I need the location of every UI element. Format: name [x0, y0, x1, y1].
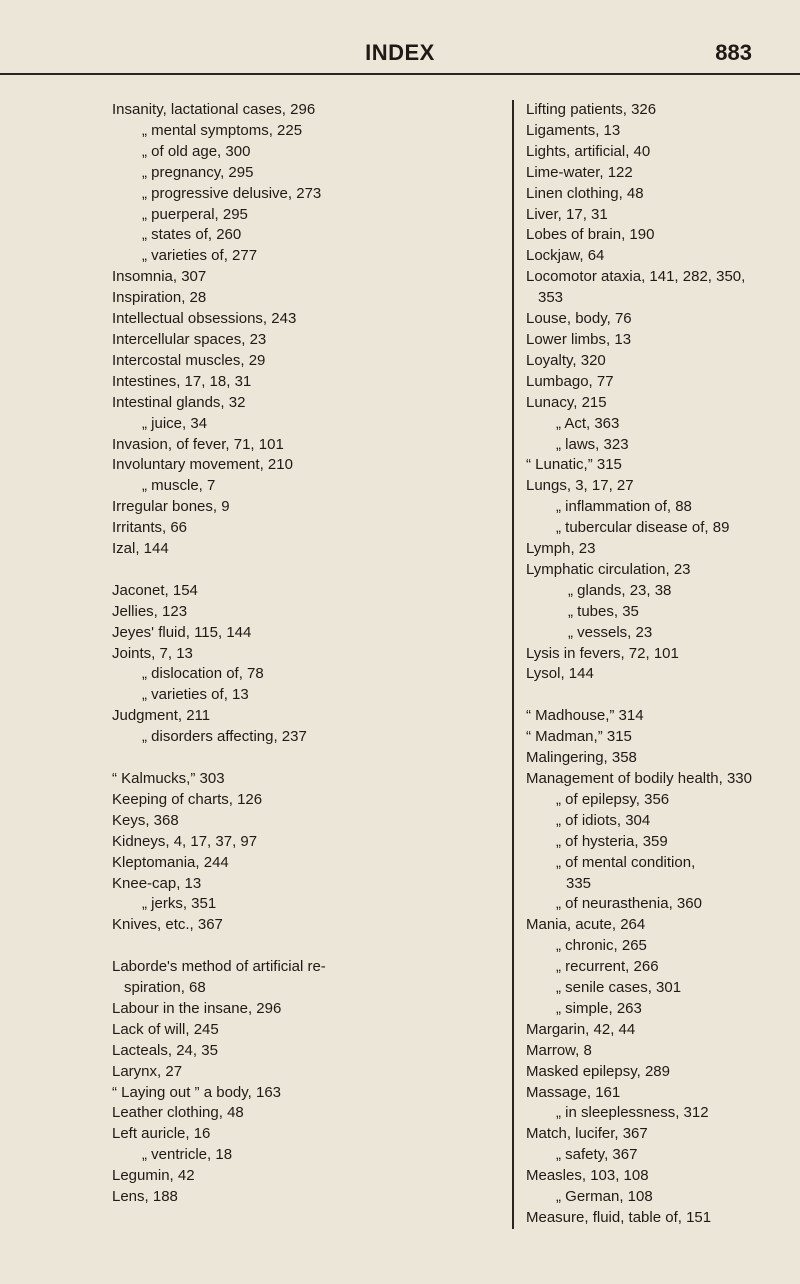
index-entry: Inspiration, 28	[112, 289, 207, 307]
index-letter-group	[112, 581, 490, 748]
index-entry: Intercellular spaces, 23	[112, 330, 267, 348]
index-entry: Knee-cap, 13	[112, 874, 202, 892]
index-entry: Lymphatic circulation, 23	[526, 560, 691, 578]
page-header	[0, 40, 800, 70]
index-subentry: „ varieties of, 277	[142, 247, 258, 265]
index-subentry: „ German, 108	[556, 1188, 653, 1206]
index-subentry: „ inflammation of, 88	[556, 498, 692, 516]
index-column-left	[112, 100, 490, 1208]
index-subentry: „ tubercular disease of, 89	[556, 519, 730, 537]
index-entry: Lysol, 144	[526, 665, 594, 683]
index-subentry: „ safety, 367	[556, 1146, 638, 1164]
index-entry: Invasion, of fever, 71, 101	[112, 435, 284, 453]
index-entry: Judgment, 211	[112, 707, 211, 725]
index-entry: Irregular bones, 9	[112, 498, 230, 516]
index-entry: Leather clothing, 48	[112, 1104, 244, 1122]
index-entry: Management of bodily health, 330	[526, 769, 752, 787]
index-entry: Masked epilepsy, 289	[526, 1062, 670, 1080]
index-entry: Malingering, 358	[526, 749, 637, 767]
index-entry: Involuntary movement, 210	[112, 456, 293, 474]
index-entry: Knives, etc., 367	[112, 916, 223, 934]
index-subentry: „ jerks, 351	[142, 895, 217, 913]
index-letter-group	[112, 769, 490, 936]
index-subentry: „ progressive delusive, 273	[142, 184, 322, 202]
index-letter-group	[526, 706, 788, 1229]
index-entry: Measure, fluid, table of, 151	[526, 1209, 712, 1227]
index-entry: Lime-water, 122	[526, 163, 633, 181]
index-entry: Loyalty, 320	[526, 351, 606, 369]
index-subentry: „ of idiots, 304	[556, 811, 651, 829]
index-entry: Jeyes' fluid, 115, 144	[112, 623, 252, 641]
index-entry: Keeping of charts, 126	[112, 790, 263, 808]
index-entry: Left auricle, 16	[112, 1125, 211, 1143]
index-subentry: „ of old age, 300	[142, 142, 251, 160]
index-entry: Lockjaw, 64	[526, 247, 605, 265]
index-entry-continuation: 335	[566, 874, 592, 892]
index-entry-continuation: 353	[538, 289, 564, 307]
index-entry: Laborde's method of artificial re-	[112, 958, 326, 976]
index-entry: Kleptomania, 244	[112, 853, 229, 871]
index-subentry: „ puerperal, 295	[142, 205, 248, 223]
page-number: 883	[715, 40, 752, 65]
index-entry: Liver, 17, 31	[526, 205, 608, 223]
index-entry: Kidneys, 4, 17, 37, 97	[112, 832, 258, 850]
index-subentry: „ tubes, 35	[568, 602, 639, 620]
index-column-right	[512, 100, 788, 1229]
header-title: INDEX	[365, 40, 435, 65]
index-entry: “ Lunatic,” 315	[526, 456, 622, 474]
index-entry: “ Madhouse,” 314	[526, 707, 644, 725]
index-entry: Marrow, 8	[526, 1041, 592, 1059]
index-entry: “ Madman,” 315	[526, 728, 632, 746]
index-entry: “ Kalmucks,” 303	[112, 769, 225, 787]
index-subentry: „ pregnancy, 295	[142, 163, 254, 181]
index-entry: Lysis in fevers, 72, 101	[526, 644, 679, 662]
index-subentry: „ simple, 263	[556, 999, 642, 1017]
index-entry: Lymph, 23	[526, 540, 596, 558]
index-entry: “ Laying out ” a body, 163	[112, 1083, 281, 1101]
index-entry: Lifting patients, 326	[526, 101, 657, 118]
index-entry: Lower limbs, 13	[526, 330, 632, 348]
index-entry: Lens, 188	[112, 1188, 178, 1206]
index-subentry: „ juice, 34	[142, 414, 208, 432]
index-subentry: „ senile cases, 301	[556, 979, 682, 997]
index-entry: Jellies, 123	[112, 602, 188, 620]
index-entry: Insomnia, 307	[112, 268, 207, 286]
index-entry: Joints, 7, 13	[112, 644, 193, 662]
index-entry: Lack of will, 245	[112, 1020, 219, 1038]
index-subentry: „ vessels, 23	[568, 623, 653, 641]
index-subentry: „ states of, 260	[142, 226, 242, 244]
index-entry: Intellectual obsessions, 243	[112, 310, 297, 328]
index-entry: Jaconet, 154	[112, 581, 198, 599]
index-entry-continuation: spiration, 68	[124, 979, 206, 997]
index-subentry: „ glands, 23, 38	[568, 581, 672, 599]
index-entry: Linen clothing, 48	[526, 184, 644, 202]
index-entry: Ligaments, 13	[526, 121, 621, 139]
index-entry: Keys, 368	[112, 811, 179, 829]
index-subentry: „ ventricle, 18	[142, 1146, 233, 1164]
index-entry: Labour in the insane, 296	[112, 999, 282, 1017]
index-entry: Legumin, 42	[112, 1167, 195, 1185]
index-entry: Lights, artificial, 40	[526, 142, 651, 160]
index-entry: Insanity, lactational cases, 296	[112, 101, 316, 118]
index-entry: Larynx, 27	[112, 1062, 183, 1080]
index-subentry: „ of mental condition,	[556, 853, 696, 871]
index-entry: Intestinal glands, 32	[112, 393, 246, 411]
index-letter-group	[526, 100, 788, 685]
index-entry: Massage, 161	[526, 1083, 621, 1101]
index-entry: Locomotor ataxia, 141, 282, 350,	[526, 268, 746, 286]
index-entry: Louse, body, 76	[526, 310, 632, 328]
index-subentry: „ mental symptoms, 225	[142, 121, 303, 139]
index-entry: Intercostal muscles, 29	[112, 351, 266, 369]
index-entry: Lumbago, 77	[526, 372, 614, 390]
index-subentry: „ Act, 363	[556, 414, 620, 432]
index-subentry: „ chronic, 265	[556, 937, 647, 955]
index-subentry: „ of neurasthenia, 360	[556, 895, 702, 913]
index-subentry: „ laws, 323	[556, 435, 629, 453]
index-subentry: „ recurrent, 266	[556, 958, 659, 976]
index-entry: Lungs, 3, 17, 27	[526, 477, 634, 495]
index-entry: Mania, acute, 264	[526, 916, 646, 934]
index-subentry: „ varieties of, 13	[142, 686, 249, 704]
index-subentry: „ of epilepsy, 356	[556, 790, 670, 808]
header-rule	[0, 73, 800, 75]
index-entry: Izal, 144	[112, 540, 169, 558]
index-entry: Lacteals, 24, 35	[112, 1041, 218, 1059]
index-entry: Intestines, 17, 18, 31	[112, 372, 252, 390]
index-entry: Irritants, 66	[112, 519, 188, 537]
index-entry: Match, lucifer, 367	[526, 1125, 648, 1143]
index-entry: Lobes of brain, 190	[526, 226, 655, 244]
index-subentry: „ muscle, 7	[142, 477, 216, 495]
index-subentry: „ dislocation of, 78	[142, 665, 264, 683]
index-entry: Measles, 103, 108	[526, 1167, 649, 1185]
index-subentry: „ disorders affecting, 237	[142, 728, 307, 746]
index-letter-group	[112, 957, 490, 1208]
index-entry: Margarin, 42, 44	[526, 1020, 636, 1038]
index-subentry: „ in sleeplessness, 312	[556, 1104, 709, 1122]
index-letter-group	[112, 100, 490, 560]
index-entry: Lunacy, 215	[526, 393, 607, 411]
index-subentry: „ of hysteria, 359	[556, 832, 668, 850]
